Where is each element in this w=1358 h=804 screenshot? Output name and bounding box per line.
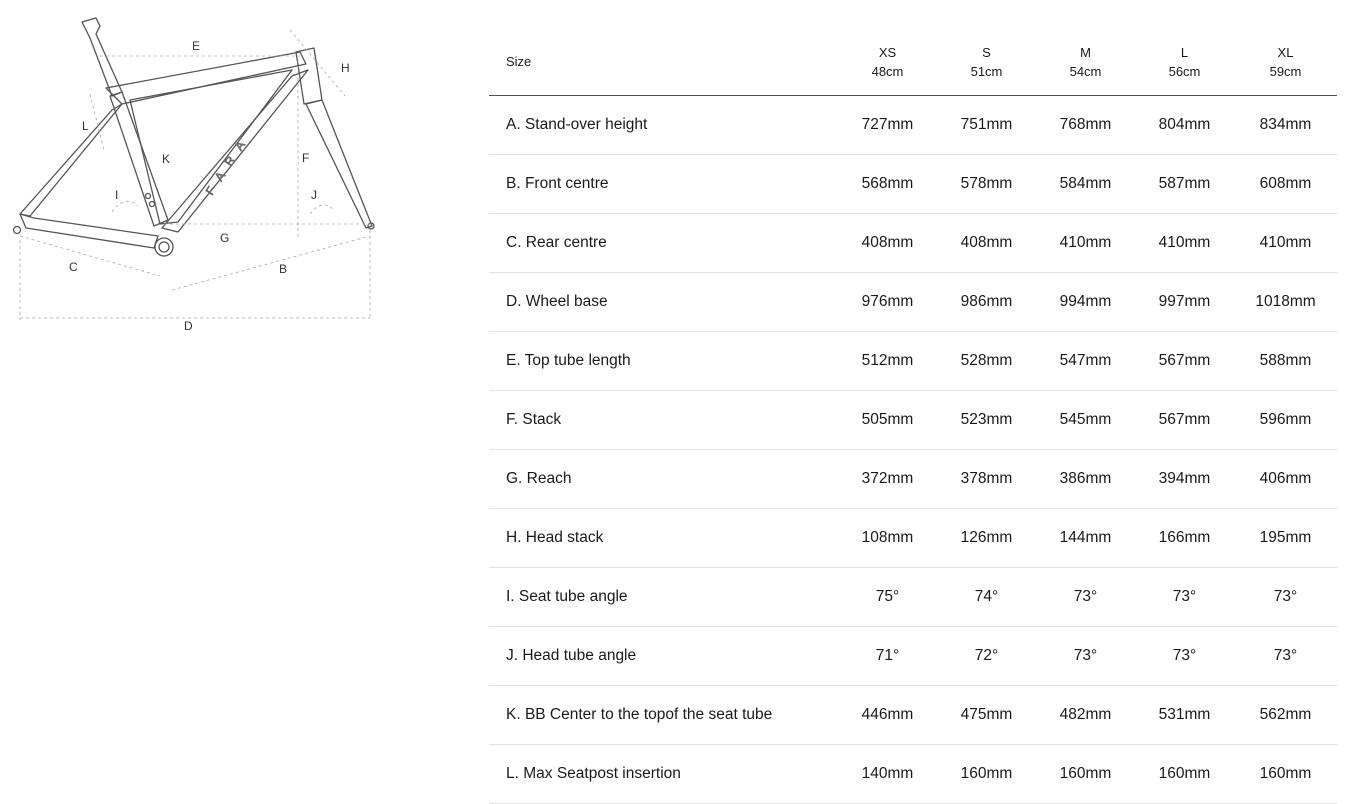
row-value: 446mm <box>838 686 937 745</box>
row-value: 73° <box>1234 627 1337 686</box>
row-value: 562mm <box>1234 686 1337 745</box>
label-K: K <box>162 152 171 166</box>
row-value: 531mm <box>1135 686 1234 745</box>
main-triangle-inner <box>130 70 292 224</box>
row-value: 126mm <box>937 509 1036 568</box>
head-tube <box>296 48 322 104</box>
row-label: I. Seat tube angle <box>489 568 838 627</box>
size-l-header: L 56cm <box>1135 28 1234 96</box>
row-label: A. Stand-over height <box>489 96 838 155</box>
seatpost <box>82 18 122 96</box>
row-value: 588mm <box>1234 332 1337 391</box>
row-value: 73° <box>1036 568 1135 627</box>
row-value: 512mm <box>838 332 937 391</box>
row-value: 768mm <box>1036 96 1135 155</box>
label-E: E <box>192 39 201 53</box>
label-H: H <box>341 61 350 75</box>
table-row <box>489 155 1337 214</box>
row-value: 804mm <box>1135 96 1234 155</box>
row-label: E. Top tube length <box>489 332 838 391</box>
row-value: 73° <box>1036 627 1135 686</box>
row-value: 75° <box>838 568 937 627</box>
row-value: 160mm <box>1135 745 1234 804</box>
row-value: 160mm <box>937 745 1036 804</box>
row-value: 545mm <box>1036 391 1135 450</box>
row-label: C. Rear centre <box>489 214 838 273</box>
row-value: 567mm <box>1135 332 1234 391</box>
label-I: I <box>115 188 119 202</box>
label-F: F <box>302 151 310 165</box>
row-value: 994mm <box>1036 273 1135 332</box>
row-value: 596mm <box>1234 391 1337 450</box>
size-header: Size <box>489 28 838 96</box>
row-label: J. Head tube angle <box>489 627 838 686</box>
row-value: 567mm <box>1135 391 1234 450</box>
row-value: 73° <box>1135 627 1234 686</box>
row-value: 587mm <box>1135 155 1234 214</box>
table-row <box>489 96 1337 155</box>
row-value: 166mm <box>1135 509 1234 568</box>
row-value: 160mm <box>1036 745 1135 804</box>
row-value: 528mm <box>937 332 1036 391</box>
seat-stay <box>20 104 122 216</box>
row-value: 160mm <box>1234 745 1337 804</box>
row-value: 410mm <box>1135 214 1234 273</box>
size-m-header: M 54cm <box>1036 28 1135 96</box>
row-value: 523mm <box>937 391 1036 450</box>
row-value: 386mm <box>1036 450 1135 509</box>
label-D: D <box>184 319 193 333</box>
row-value: 578mm <box>937 155 1036 214</box>
row-value: 394mm <box>1135 450 1234 509</box>
label-C: C <box>69 260 78 274</box>
row-value: 410mm <box>1234 214 1337 273</box>
row-value: 410mm <box>1036 214 1135 273</box>
row-value: 584mm <box>1036 155 1135 214</box>
row-label: K. BB Center to the topof the seat tube <box>489 686 838 745</box>
table-row <box>489 686 1337 745</box>
size-s-header: S 51cm <box>937 28 1036 96</box>
row-value: 1018mm <box>1234 273 1337 332</box>
top-tube <box>106 52 306 104</box>
row-value: 475mm <box>937 686 1036 745</box>
table-row <box>489 627 1337 686</box>
row-value: 378mm <box>937 450 1036 509</box>
size-xl-header: XL 59cm <box>1234 28 1337 96</box>
size-xs-header: XS 48cm <box>838 28 937 96</box>
row-label: B. Front centre <box>489 155 838 214</box>
label-G: G <box>220 231 230 245</box>
row-label: H. Head stack <box>489 509 838 568</box>
table-row <box>489 745 1337 804</box>
frame-geometry-diagram <box>0 0 400 340</box>
table-row <box>489 332 1337 391</box>
row-value: 976mm <box>838 273 937 332</box>
table-row <box>489 568 1337 627</box>
label-J: J <box>311 188 317 202</box>
row-value: 108mm <box>838 509 937 568</box>
row-value: 568mm <box>838 155 937 214</box>
row-value: 408mm <box>838 214 937 273</box>
row-value: 834mm <box>1234 96 1337 155</box>
label-L: L <box>82 119 89 133</box>
row-label: D. Wheel base <box>489 273 838 332</box>
row-label: L. Max Seatpost insertion <box>489 745 838 804</box>
row-value: 72° <box>937 627 1036 686</box>
frame-drawing <box>0 0 400 340</box>
row-value: 408mm <box>937 214 1036 273</box>
row-value: 751mm <box>937 96 1036 155</box>
row-value: 74° <box>937 568 1036 627</box>
row-label: F. Stack <box>489 391 838 450</box>
row-value: 140mm <box>838 745 937 804</box>
table-row <box>489 509 1337 568</box>
row-value: 986mm <box>937 273 1036 332</box>
table-row <box>489 273 1337 332</box>
row-value: 144mm <box>1036 509 1135 568</box>
header-row <box>489 28 1337 96</box>
table-row <box>489 450 1337 509</box>
row-value: 73° <box>1234 568 1337 627</box>
row-value: 372mm <box>838 450 937 509</box>
seat-tube <box>110 92 171 226</box>
rear-dropout <box>14 227 21 234</box>
row-value: 71° <box>838 627 937 686</box>
row-value: 406mm <box>1234 450 1337 509</box>
row-value: 195mm <box>1234 509 1337 568</box>
bottom-bracket <box>155 238 173 256</box>
row-value: 73° <box>1135 568 1234 627</box>
row-value: 997mm <box>1135 273 1234 332</box>
label-B: B <box>279 262 288 276</box>
row-label: G. Reach <box>489 450 838 509</box>
geometry-table <box>489 28 1337 804</box>
row-value: 505mm <box>838 391 937 450</box>
table-row <box>489 391 1337 450</box>
row-value: 727mm <box>838 96 937 155</box>
row-value: 482mm <box>1036 686 1135 745</box>
geometry-rows <box>489 96 1337 804</box>
row-value: 547mm <box>1036 332 1135 391</box>
table-row <box>489 214 1337 273</box>
row-value: 608mm <box>1234 155 1337 214</box>
brand-lettering: FARA <box>202 130 254 198</box>
chain-stay <box>20 214 158 248</box>
fork <box>306 100 372 228</box>
